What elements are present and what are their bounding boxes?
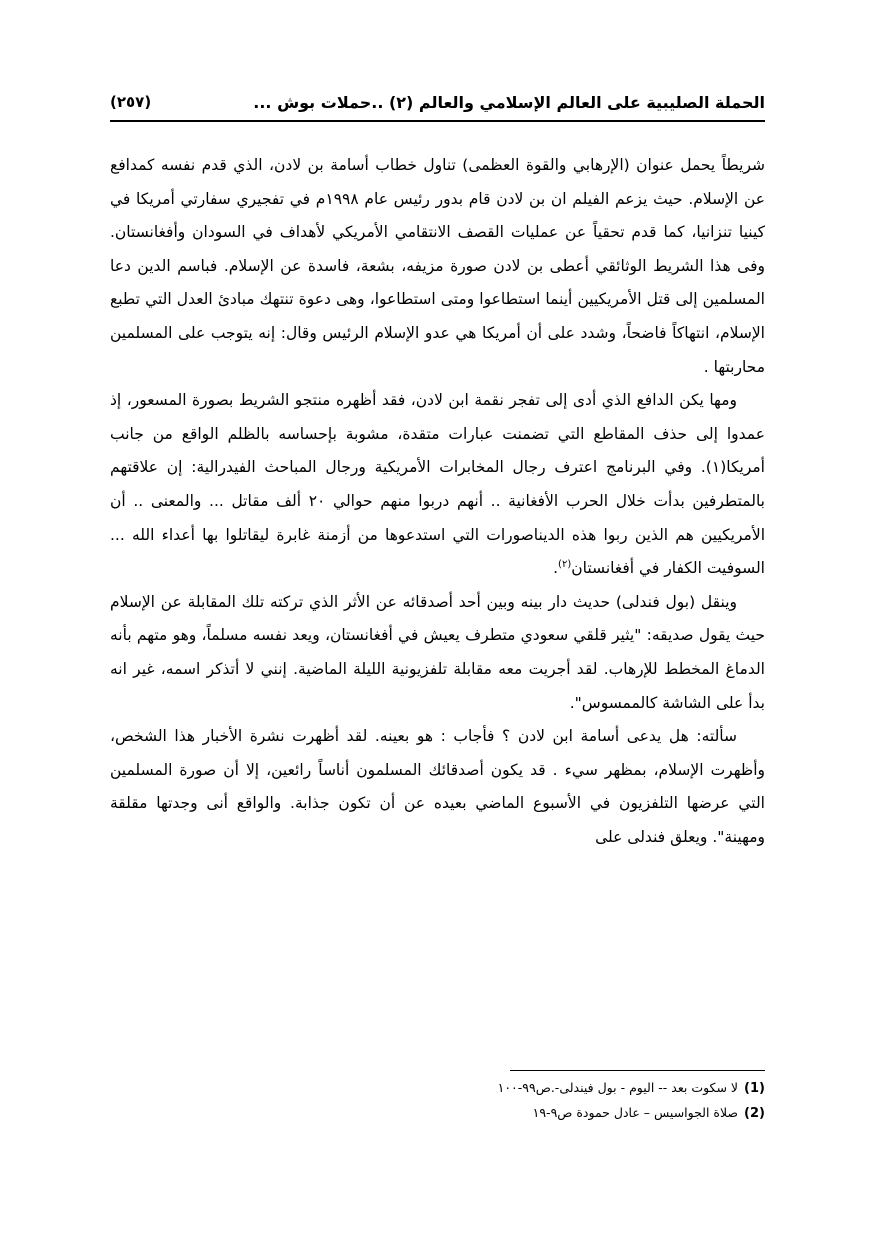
footnote-divider — [510, 1070, 765, 1071]
paragraph-text: وينقل (بول فندلى) حديث دار بينه وبين أحد أصدقائه عن الأثر الذي تركته تلك المقابلة عن الإسلام حيث يقول صديقه: "يثير قلقي سعودي متطرف يعيش في أفغانستان، ويعد نفسه مسلماً، وهو متهم بأنه الدماغ المخطط للإرهاب. لقد أجريت معه مقابلة تلفزيونية الليلة الماضية. إنني لا أتذكر اسمه، غير انه بدأ على الشاشة كالممسوس". — [110, 592, 765, 712]
footnote-marker: (1) — [744, 1081, 765, 1096]
footnote-marker: (2) — [744, 1106, 765, 1121]
footnotes — [110, 1076, 765, 1126]
page-header — [110, 84, 765, 122]
footnote-reference[interactable]: (٢) — [558, 558, 572, 570]
paragraph-text: شريطاً يحمل عنوان (الإرهابي والقوة العظمى) تناول خطاب أسامة بن لادن، الذي قدم نفسه كمدافع عن الإسلام. حيث يزعم الفيلم ان بن لادن قام بدور رئيس عام ١٩٩٨م في تفجيري سفارتي أمريكا في كينيا تنزانيا، كما قدم تحقياً عن عمليات القصف الانتقامي الأمريكي لأهداف في السودان وأفغانستان. وفى هذا الشريط الوثائقي أعطى بن لادن صورة مزيفه، بشعة، فاسدة عن الإسلام. فباسم الدين دعا المسلمين إلى قتل الأمريكيين أينما استطاعوا ومتى استطاعوا، وهى دعوة تنتهك مبادئ العدل التي تطبع الإسلام، انتهاكاً فاضحاً، وشدد على أن أمريكا هي عدو الإسلام الرئيس وقال: إنه يتوجب على المسلمين محاربتها . — [110, 156, 765, 376]
paragraph-text: ومها يكن الدافع الذي أدى إلى تفجر نقمة ابن لادن، فقد أظهره منتجو الشريط بصورة المسعور، إذ عمدوا إلى حذف المقاطع التي تضمنت عبارات متقدة، مشوبة بإحساسه بالظلم الواقع من جانب أمريكا(١). وفي البرنامج اعترف رجال المخابرات الأمريكية ورجال المباحث الفيدرالية: إن علاقتهم بالمتطرفين بدأت خلال الحرب الأفغانية .. أنهم دربوا منهم حوالي ٢٠ ألف مقاتل ... والمعنى .. أن الأمريكيين هم الذين ربوا هذه الديناصورات التي استدعوها من أزمنة غابرة ليقاتلوا بها أعداء الله ... السوفيت الكفار في أفغانستان — [110, 391, 765, 578]
footnote-text: صلاة الجواسيس – عادل حمودة ص٩-١٩ — [532, 1105, 739, 1120]
paragraph-1 — [110, 149, 765, 384]
paragraph-4 — [110, 720, 765, 854]
footnote-2 — [110, 1101, 765, 1126]
paragraph-3 — [110, 586, 765, 720]
footnote-1 — [110, 1076, 765, 1101]
body-text — [110, 149, 765, 854]
paragraph-text: سألته: هل يدعى أسامة ابن لادن ؟ فأجاب : هو بعينه. لقد أظهرت نشرة الأخبار هذا الشخص، وأظهرت الإسلام، بمظهر سيء . قد يكون أصدقائك المسلمون أناساً رائعين، إلا أن صورة المسلمين التي عرضها التلفزيون في الأسبوع الماضي بعيده عن أن تكون جذابة. والواقع أنى وجدتها مقلقة ومهينة". ويعلق فندلى على — [110, 727, 765, 846]
running-title: الحملة الصليبية على العالم الإسلامي والعالم (٢) ..حملات بوش ... — [253, 92, 765, 112]
paragraph-2 — [110, 384, 765, 586]
page-number: (٢٥٧) — [110, 93, 152, 111]
footnote-text: لا سكوت بعد -- اليوم - بول فيندلى-.ص٩٩-١٠٠ — [497, 1080, 739, 1095]
paragraph-tail: . — [553, 559, 559, 578]
